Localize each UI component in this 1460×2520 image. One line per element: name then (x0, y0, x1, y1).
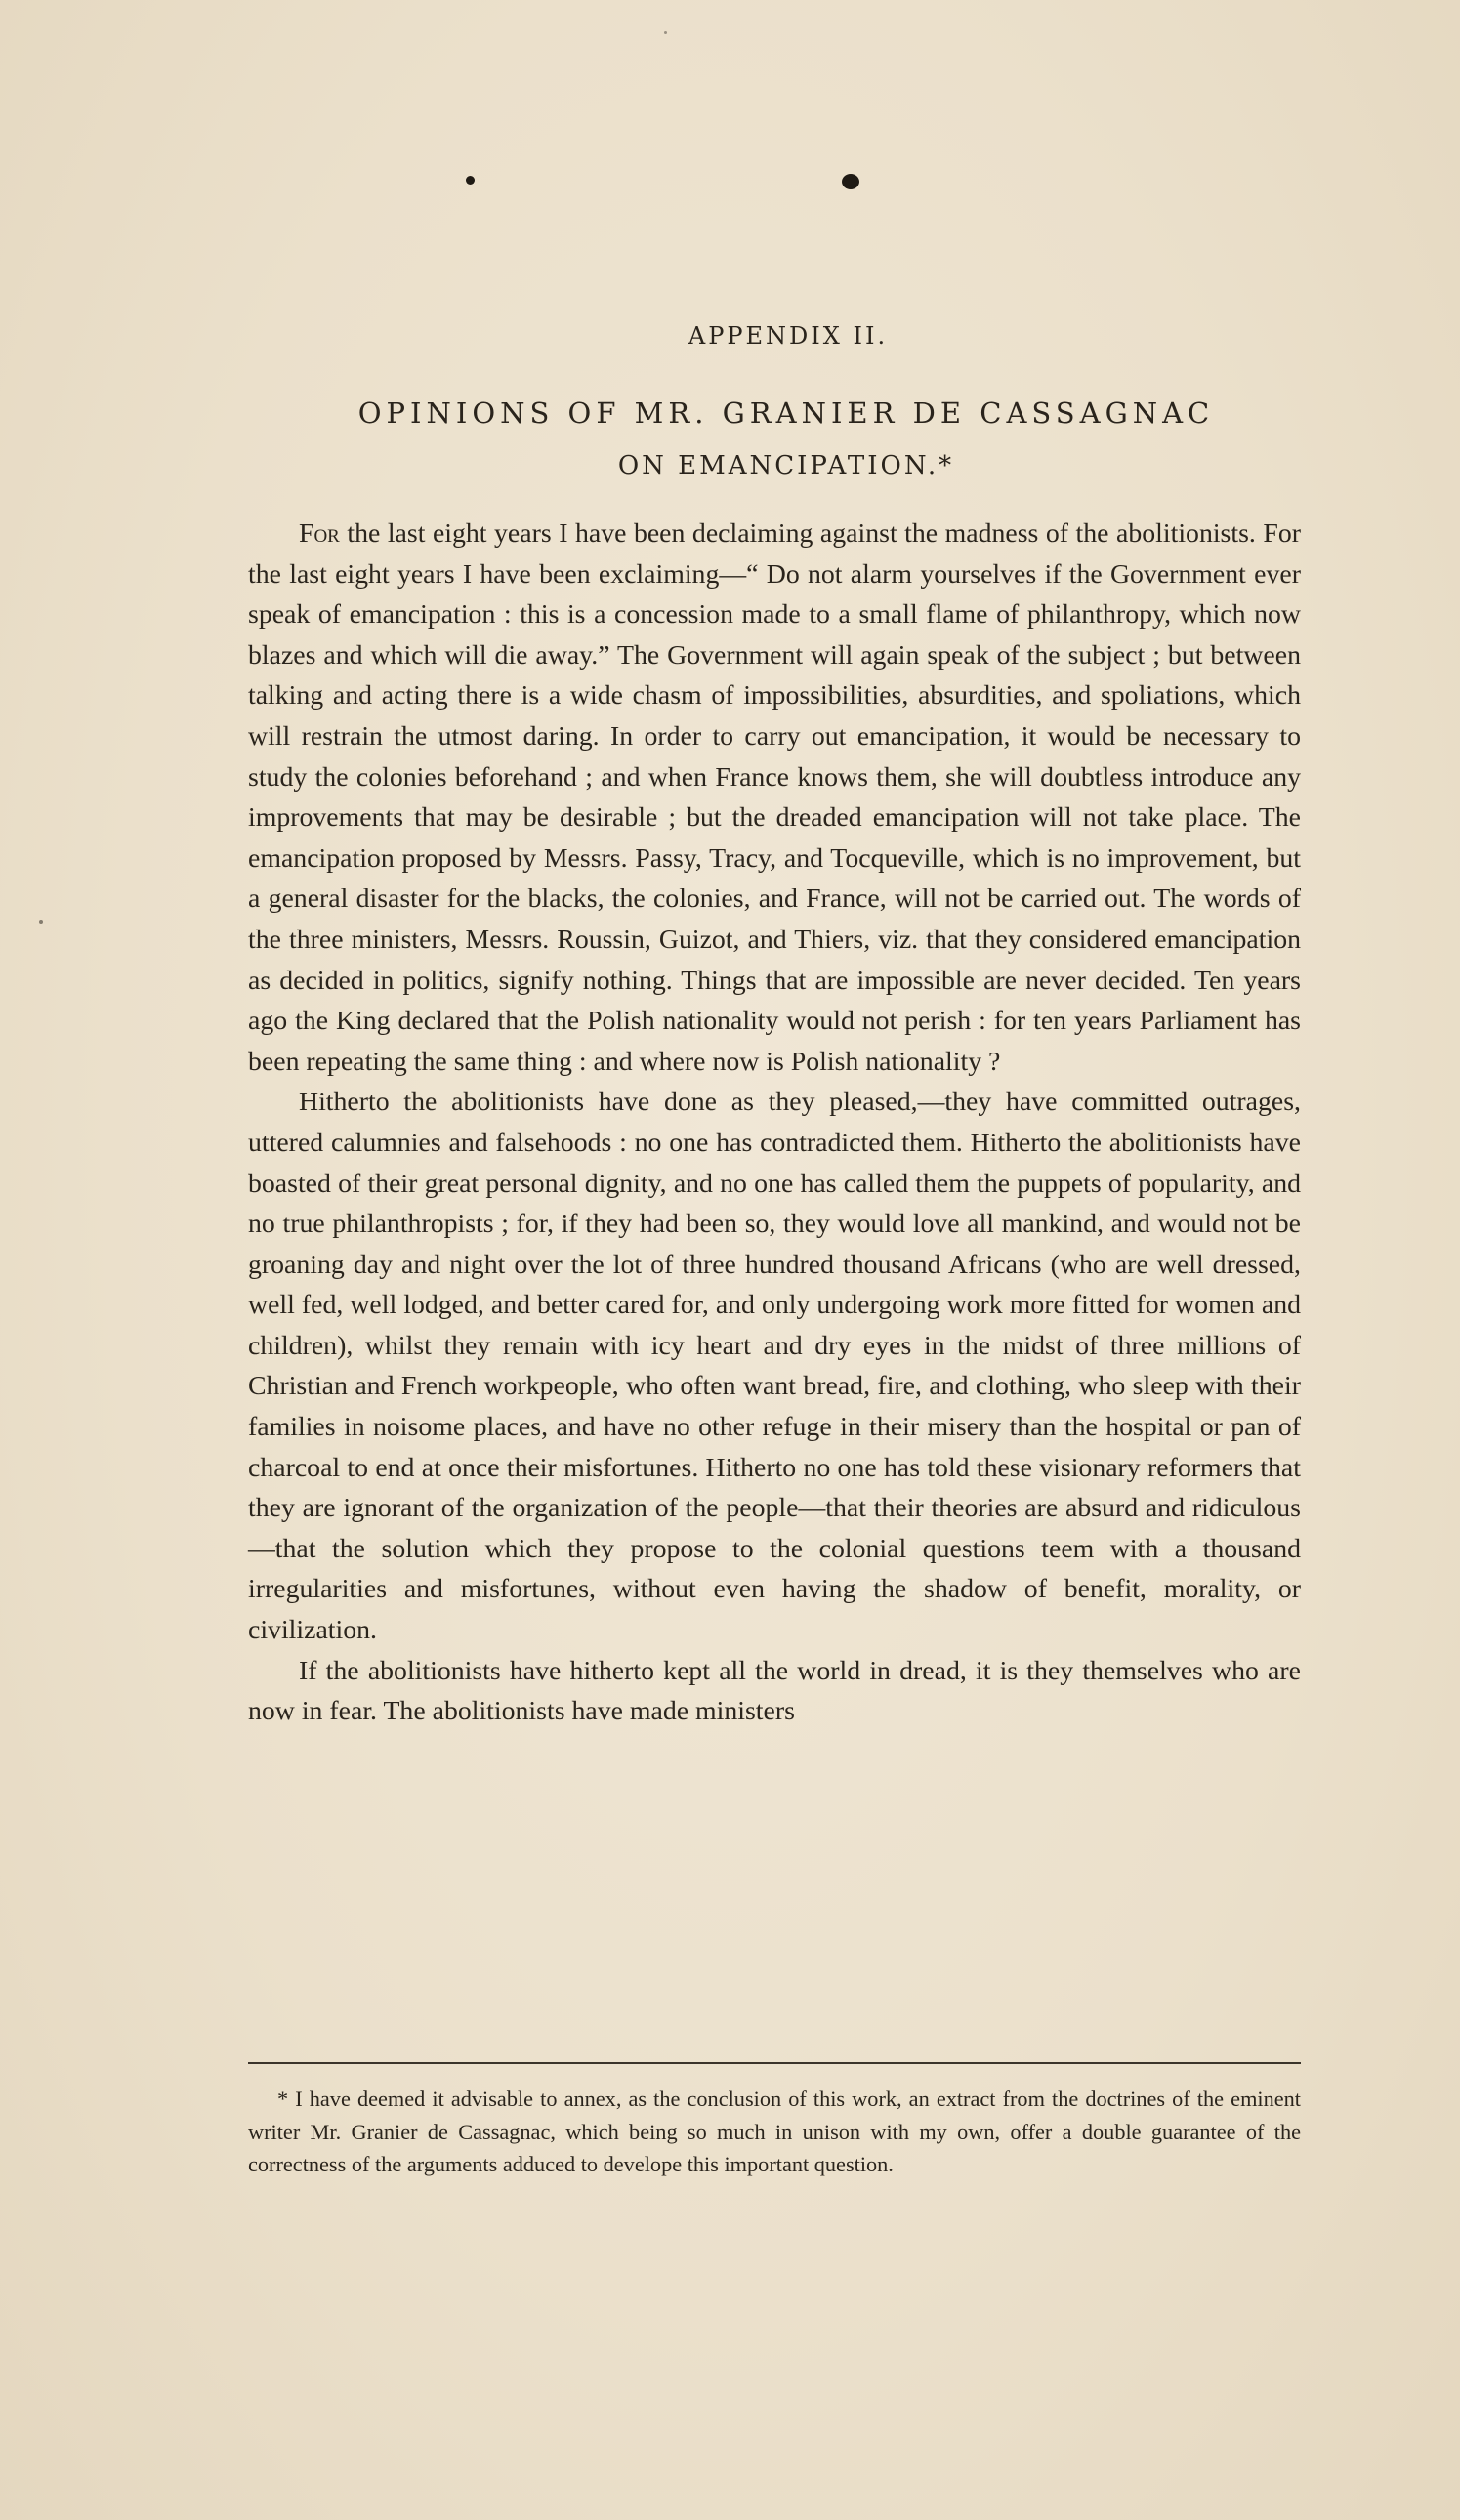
paragraph-text: If the abolitionists have hitherto kept all the world in dread, it is they themselves who are now in fear. The abolitionists have made ministers (248, 1655, 1301, 1727)
main-text-block (248, 322, 1301, 1732)
appendix-title: APPENDIX II. (688, 322, 889, 350)
ink-speck (664, 31, 667, 34)
paragraph-lead-word: For (299, 518, 340, 549)
ink-blot (842, 174, 859, 189)
footnote: * I have deemed it advisable to annex, as the conclusion of this work, an extract from the doctrines of the eminent writer Mr. Granier de Cassagnac, which being so much in unison with my own, offer a double guarantee of the correctness of the arguments adduced to develope this important question. (248, 2086, 1301, 2176)
section-heading-line-2: ON EMANCIPATION.* (617, 451, 955, 480)
paragraph-2 (248, 1082, 1301, 1650)
body-text (248, 514, 1301, 1732)
ink-blot (466, 176, 475, 185)
section-heading-line-1: OPINIONS OF MR. GRANIER DE CASSAGNAC (357, 396, 1215, 430)
paragraph-3 (248, 1651, 1301, 1732)
footnote-rule (248, 2062, 1301, 2064)
paragraph-1 (248, 514, 1301, 1082)
paragraph-text: the last eight years I have been declaiming against the madness of the abolitionists. For the last eight years I have been exclaiming—“ Do not alarm yourselves if the Government ever speak of emancipation : this is a concession made to a small flame of philanthropy, which now blazes and which will die away.” The Government will again speak of the subject ; but between talking and acting there is a wide chasm of impossibilities, absurdities, and spoliations, which will restrain the utmost daring. In order to carry out emancipation, it would be necessary to study the colonies beforehand ; and when France knows them, she will doubtless introduce any improvements that may be desirable ; but the dreaded emancipation will not take place. The emancipation proposed by Messrs. Passy, Tracy, and Tocqueville, which is no improvement, but a general disaster for the blacks, the colonies, and France, will not be carried out. The words of the three ministers, Messrs. Roussin, Guizot, and Thiers, viz. that they considered emancipation as decided in politics, signify nothing. Things that are impossible are never decided. Ten years ago the King declared that the Polish nationality would not perish : for ten years Parliament has been repeating the same thing : and where now is Polish nationality ? (248, 518, 1301, 1077)
ink-speck (39, 920, 43, 924)
paragraph-text: Hitherto the abolitionists have done as they pleased,—they have committed outrages, uttered calumnies and falsehoods : no one has contradicted them. Hitherto the abolitionists have boasted of their great personal dignity, and no one has called them the puppets of popularity, and no true philanthropists ; for, if they had been so, they would love all mankind, and would not be groaning day and night over the lot of three hundred thousand Africans (who are well dressed, well fed, well lodged, and better cared for, and only undergoing work more fitted for women and children), whilst they remain with icy heart and dry eyes in the midst of three millions of Christian and French workpeople, who often want bread, fire, and clothing, who sleep with their families in noisome places, and have no other refuge in their misery than the hospital or pan of charcoal to end at once their misfortunes. Hitherto no one has told these visionary reformers that they are ignorant of the organization of the people—that their theories are absurd and ridiculous —that the solution which they propose to the colonial questions teem with a thousand irregularities and misfortunes, without even having the shadow of benefit, morality, or civilization. (248, 1087, 1301, 1646)
